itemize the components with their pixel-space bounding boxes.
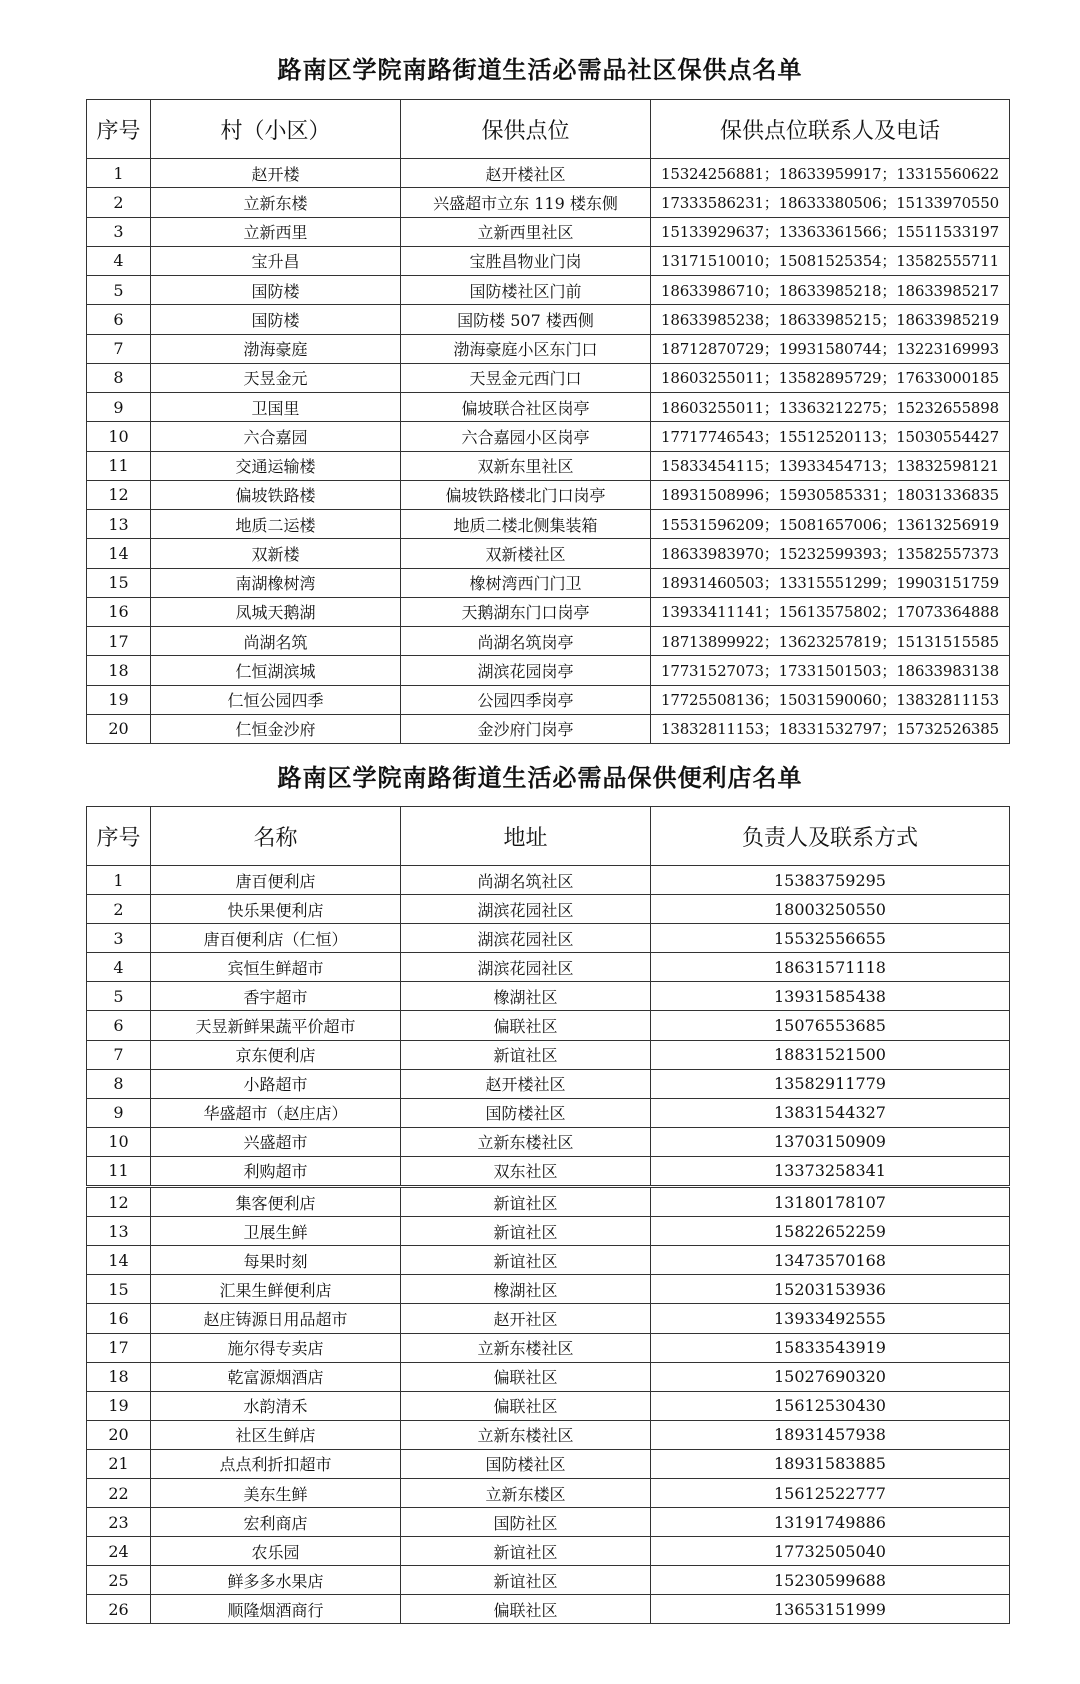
serial-cell: 17 — [87, 627, 151, 656]
store-name-cell: 宾恒生鲜超市 — [151, 953, 401, 982]
serial-cell: 14 — [87, 1246, 151, 1275]
serial-cell: 11 — [87, 1156, 151, 1186]
table-row — [87, 1156, 1010, 1186]
address-cell: 偏联社区 — [401, 1362, 651, 1391]
header-store-name: 名称 — [151, 807, 401, 866]
table-row — [87, 246, 1010, 275]
contact-cell: 15027690320 — [651, 1362, 1010, 1391]
contact-cell: 18003250550 — [651, 895, 1010, 924]
village-cell: 立新西里 — [151, 217, 401, 246]
contact-cell: 13831544327 — [651, 1098, 1010, 1127]
serial-cell: 20 — [87, 714, 151, 743]
supply-point-cell: 六合嘉园小区岗亭 — [401, 422, 651, 451]
village-cell: 立新东楼 — [151, 188, 401, 217]
address-cell: 湖滨花园社区 — [401, 924, 651, 953]
store-name-cell: 天昱新鲜果蔬平价超市 — [151, 1011, 401, 1040]
supply-point-cell: 国防楼社区门前 — [401, 276, 651, 305]
table-row — [87, 895, 1010, 924]
serial-cell: 2 — [87, 188, 151, 217]
contacts-cell: 15833454115；13933454713；13832598121 — [651, 451, 1010, 480]
store-name-cell: 赵庄铸源日用品超市 — [151, 1304, 401, 1333]
village-cell: 国防楼 — [151, 305, 401, 334]
serial-cell: 3 — [87, 217, 151, 246]
address-cell: 立新东楼社区 — [401, 1420, 651, 1449]
serial-cell: 9 — [87, 1098, 151, 1127]
table-row — [87, 510, 1010, 539]
supply-point-cell: 偏坡联合社区岗亭 — [401, 393, 651, 422]
supply-point-cell: 赵开楼社区 — [401, 159, 651, 188]
store-name-cell: 宏利商店 — [151, 1508, 401, 1537]
serial-cell: 16 — [87, 1304, 151, 1333]
header-village: 村（小区） — [151, 100, 401, 159]
contacts-cell: 18712870729；19931580744；13223169993 — [651, 334, 1010, 363]
address-cell: 橡湖社区 — [401, 982, 651, 1011]
contacts-cell: 18603255011；13582895729；17633000185 — [651, 363, 1010, 392]
serial-cell: 3 — [87, 924, 151, 953]
table-row — [87, 597, 1010, 626]
serial-cell: 17 — [87, 1333, 151, 1362]
table-row — [87, 924, 1010, 953]
contact-cell: 13703150909 — [651, 1127, 1010, 1156]
serial-cell: 26 — [87, 1595, 151, 1624]
serial-cell: 20 — [87, 1420, 151, 1449]
serial-cell: 8 — [87, 1069, 151, 1098]
store-name-cell: 香宇超市 — [151, 982, 401, 1011]
supply-point-cell: 橡树湾西门门卫 — [401, 568, 651, 597]
table-row — [87, 276, 1010, 305]
table-row — [87, 422, 1010, 451]
table-row — [87, 1362, 1010, 1391]
address-cell: 新谊社区 — [401, 1187, 651, 1217]
store-name-cell: 鲜多多水果店 — [151, 1566, 401, 1595]
header-serial: 序号 — [87, 807, 151, 866]
serial-cell: 6 — [87, 1011, 151, 1040]
table-row — [87, 305, 1010, 334]
table-row — [87, 1217, 1010, 1246]
village-cell: 双新楼 — [151, 539, 401, 568]
contact-cell: 15383759295 — [651, 866, 1010, 895]
header-contacts: 保供点位联系人及电话 — [651, 100, 1010, 159]
table-row — [87, 685, 1010, 714]
table-row — [87, 627, 1010, 656]
contact-cell: 15833543919 — [651, 1333, 1010, 1362]
table-a-title: 路南区学院南路街道生活必需品社区保供点名单 — [277, 56, 803, 84]
serial-cell: 19 — [87, 1391, 151, 1420]
supply-points-table — [86, 99, 1010, 744]
contacts-cell: 18633985238；18633985215；18633985219 — [651, 305, 1010, 334]
store-name-cell: 水韵清禾 — [151, 1391, 401, 1420]
contacts-cell: 15324256881；18633959917；13315560622 — [651, 159, 1010, 188]
store-name-cell: 唐百便利店 — [151, 866, 401, 895]
supply-point-cell: 双新楼社区 — [401, 539, 651, 568]
village-cell: 凤城天鹅湖 — [151, 597, 401, 626]
contacts-cell: 18603255011；13363212275；15232655898 — [651, 393, 1010, 422]
table-b-title: 路南区学院南路街道生活必需品保供便利店名单 — [277, 764, 803, 792]
table-row — [87, 1391, 1010, 1420]
table-row — [87, 866, 1010, 895]
table-row — [87, 1246, 1010, 1275]
table-row — [87, 1069, 1010, 1098]
contacts-cell: 17725508136；15031590060；13832811153 — [651, 685, 1010, 714]
village-cell: 宝升昌 — [151, 246, 401, 275]
serial-cell: 21 — [87, 1449, 151, 1478]
supply-point-cell: 地质二楼北侧集装箱 — [401, 510, 651, 539]
serial-cell: 4 — [87, 246, 151, 275]
table-row — [87, 1127, 1010, 1156]
table-row — [87, 656, 1010, 685]
contact-cell: 18831521500 — [651, 1040, 1010, 1069]
address-cell: 双东社区 — [401, 1156, 651, 1186]
contact-cell: 15612530430 — [651, 1391, 1010, 1420]
table-row — [87, 1537, 1010, 1566]
table-row — [87, 714, 1010, 743]
address-cell: 国防楼社区 — [401, 1449, 651, 1478]
serial-cell: 25 — [87, 1566, 151, 1595]
contact-cell: 15230599688 — [651, 1566, 1010, 1595]
store-name-cell: 京东便利店 — [151, 1040, 401, 1069]
supply-point-cell: 国防楼 507 楼西侧 — [401, 305, 651, 334]
address-cell: 尚湖名筑社区 — [401, 866, 651, 895]
village-cell: 渤海豪庭 — [151, 334, 401, 363]
store-name-cell: 社区生鲜店 — [151, 1420, 401, 1449]
address-cell: 新谊社区 — [401, 1537, 651, 1566]
serial-cell: 13 — [87, 510, 151, 539]
contacts-cell: 18633983970；15232599393；13582557373 — [651, 539, 1010, 568]
serial-cell: 22 — [87, 1478, 151, 1507]
contacts-cell: 17333586231；18633380506；15133970550 — [651, 188, 1010, 217]
serial-cell: 1 — [87, 159, 151, 188]
supply-point-cell: 金沙府门岗亭 — [401, 714, 651, 743]
store-name-cell: 施尔得专卖店 — [151, 1333, 401, 1362]
table-header-row — [87, 807, 1010, 866]
store-name-cell: 集客便利店 — [151, 1187, 401, 1217]
table-row — [87, 953, 1010, 982]
serial-cell: 23 — [87, 1508, 151, 1537]
village-cell: 尚湖名筑 — [151, 627, 401, 656]
serial-cell: 15 — [87, 1275, 151, 1304]
table-row — [87, 217, 1010, 246]
serial-cell: 10 — [87, 422, 151, 451]
address-cell: 立新东楼社区 — [401, 1333, 651, 1362]
contact-cell: 15612522777 — [651, 1478, 1010, 1507]
contacts-cell: 18931460503；13315551299；19903151759 — [651, 568, 1010, 597]
serial-cell: 18 — [87, 1362, 151, 1391]
store-name-cell: 快乐果便利店 — [151, 895, 401, 924]
contact-cell: 13373258341 — [651, 1156, 1010, 1186]
supply-point-cell: 天昱金元西门口 — [401, 363, 651, 392]
address-cell: 偏联社区 — [401, 1595, 651, 1624]
store-name-cell: 美东生鲜 — [151, 1478, 401, 1507]
table-header-row — [87, 100, 1010, 159]
address-cell: 新谊社区 — [401, 1040, 651, 1069]
contacts-cell: 13171510010；15081525354；13582555711 — [651, 246, 1010, 275]
serial-cell: 6 — [87, 305, 151, 334]
contacts-cell: 18633986710；18633985218；18633985217 — [651, 276, 1010, 305]
village-cell: 赵开楼 — [151, 159, 401, 188]
contact-cell: 13933492555 — [651, 1304, 1010, 1333]
serial-cell: 9 — [87, 393, 151, 422]
contact-cell: 13931585438 — [651, 982, 1010, 1011]
supply-point-cell: 宝胜昌物业门岗 — [401, 246, 651, 275]
store-name-cell: 兴盛超市 — [151, 1127, 401, 1156]
supply-point-cell: 湖滨花园岗亭 — [401, 656, 651, 685]
village-cell: 地质二运楼 — [151, 510, 401, 539]
store-name-cell: 小路超市 — [151, 1069, 401, 1098]
table-row — [87, 1508, 1010, 1537]
contact-cell: 18631571118 — [651, 953, 1010, 982]
header-contact: 负责人及联系方式 — [651, 807, 1010, 866]
serial-cell: 1 — [87, 866, 151, 895]
table-row — [87, 1566, 1010, 1595]
supply-point-cell: 渤海豪庭小区东门口 — [401, 334, 651, 363]
table-row — [87, 539, 1010, 568]
table-row — [87, 1333, 1010, 1362]
address-cell: 新谊社区 — [401, 1246, 651, 1275]
store-name-cell: 利购超市 — [151, 1156, 401, 1186]
table-row — [87, 1275, 1010, 1304]
store-name-cell: 乾富源烟酒店 — [151, 1362, 401, 1391]
address-cell: 新谊社区 — [401, 1566, 651, 1595]
table-row — [87, 188, 1010, 217]
store-name-cell: 顺隆烟酒商行 — [151, 1595, 401, 1624]
supply-point-cell: 天鹅湖东门口岗亭 — [401, 597, 651, 626]
store-name-cell: 汇果生鲜便利店 — [151, 1275, 401, 1304]
address-cell: 赵开社区 — [401, 1304, 651, 1333]
store-name-cell: 华盛超市（赵庄店） — [151, 1098, 401, 1127]
table-row — [87, 982, 1010, 1011]
contact-cell: 18931457938 — [651, 1420, 1010, 1449]
contacts-cell: 17731527073；17331501503；18633983138 — [651, 656, 1010, 685]
address-cell: 湖滨花园社区 — [401, 953, 651, 982]
village-cell: 仁恒金沙府 — [151, 714, 401, 743]
address-cell: 偏联社区 — [401, 1011, 651, 1040]
serial-cell: 4 — [87, 953, 151, 982]
serial-cell: 18 — [87, 656, 151, 685]
contacts-cell: 13933411141；15613575802；17073364888 — [651, 597, 1010, 626]
table-row — [87, 568, 1010, 597]
contact-cell: 15532556655 — [651, 924, 1010, 953]
table-row — [87, 393, 1010, 422]
contact-cell: 13180178107 — [651, 1187, 1010, 1217]
table-row — [87, 334, 1010, 363]
table-row — [87, 1478, 1010, 1507]
serial-cell: 5 — [87, 982, 151, 1011]
serial-cell: 19 — [87, 685, 151, 714]
supply-point-cell: 公园四季岗亭 — [401, 685, 651, 714]
table-row — [87, 1098, 1010, 1127]
serial-cell: 2 — [87, 895, 151, 924]
village-cell: 六合嘉园 — [151, 422, 401, 451]
table-row — [87, 480, 1010, 509]
serial-cell: 24 — [87, 1537, 151, 1566]
contacts-cell: 18931508996；15930585331；18031336835 — [651, 480, 1010, 509]
serial-cell: 15 — [87, 568, 151, 597]
contact-cell: 15076553685 — [651, 1011, 1010, 1040]
supply-point-cell: 双新东里社区 — [401, 451, 651, 480]
table-row — [87, 1040, 1010, 1069]
address-cell: 国防社区 — [401, 1508, 651, 1537]
contacts-cell: 13832811153；18331532797；15732526385 — [651, 714, 1010, 743]
serial-cell: 13 — [87, 1217, 151, 1246]
village-cell: 天昱金元 — [151, 363, 401, 392]
serial-cell: 7 — [87, 334, 151, 363]
supply-point-cell: 兴盛超市立东 119 楼东侧 — [401, 188, 651, 217]
serial-cell: 11 — [87, 451, 151, 480]
serial-cell: 14 — [87, 539, 151, 568]
address-cell: 橡湖社区 — [401, 1275, 651, 1304]
store-name-cell: 卫展生鲜 — [151, 1217, 401, 1246]
contacts-cell: 18713899922；13623257819；15131515585 — [651, 627, 1010, 656]
table-row — [87, 1304, 1010, 1333]
contact-cell: 13582911779 — [651, 1069, 1010, 1098]
convenience-stores-table — [86, 806, 1010, 1624]
contact-cell: 17732505040 — [651, 1537, 1010, 1566]
contact-cell: 13653151999 — [651, 1595, 1010, 1624]
address-cell: 立新东楼社区 — [401, 1127, 651, 1156]
address-cell: 立新东楼区 — [401, 1478, 651, 1507]
village-cell: 仁恒湖滨城 — [151, 656, 401, 685]
store-name-cell: 农乐园 — [151, 1537, 401, 1566]
village-cell: 国防楼 — [151, 276, 401, 305]
header-address: 地址 — [401, 807, 651, 866]
table-row — [87, 159, 1010, 188]
table-row — [87, 451, 1010, 480]
village-cell: 卫国里 — [151, 393, 401, 422]
address-cell: 赵开楼社区 — [401, 1069, 651, 1098]
table-row — [87, 1595, 1010, 1624]
serial-cell: 12 — [87, 1187, 151, 1217]
village-cell: 交通运输楼 — [151, 451, 401, 480]
table-row — [87, 1187, 1010, 1217]
table-row — [87, 363, 1010, 392]
store-name-cell: 点点利折扣超市 — [151, 1449, 401, 1478]
address-cell: 偏联社区 — [401, 1391, 651, 1420]
serial-cell: 7 — [87, 1040, 151, 1069]
serial-cell: 10 — [87, 1127, 151, 1156]
address-cell: 新谊社区 — [401, 1217, 651, 1246]
store-name-cell: 唐百便利店（仁恒） — [151, 924, 401, 953]
contact-cell: 13191749886 — [651, 1508, 1010, 1537]
village-cell: 偏坡铁路楼 — [151, 480, 401, 509]
village-cell: 南湖橡树湾 — [151, 568, 401, 597]
store-name-cell: 每果时刻 — [151, 1246, 401, 1275]
header-supply-point: 保供点位 — [401, 100, 651, 159]
contacts-cell: 17717746543；15512520113；15030554427 — [651, 422, 1010, 451]
supply-point-cell: 尚湖名筑岗亭 — [401, 627, 651, 656]
contact-cell: 15822652259 — [651, 1217, 1010, 1246]
table-row — [87, 1449, 1010, 1478]
header-serial: 序号 — [87, 100, 151, 159]
contacts-cell: 15531596209；15081657006；13613256919 — [651, 510, 1010, 539]
serial-cell: 16 — [87, 597, 151, 626]
serial-cell: 5 — [87, 276, 151, 305]
supply-point-cell: 立新西里社区 — [401, 217, 651, 246]
village-cell: 仁恒公园四季 — [151, 685, 401, 714]
contact-cell: 13473570168 — [651, 1246, 1010, 1275]
serial-cell: 12 — [87, 480, 151, 509]
table-row — [87, 1011, 1010, 1040]
serial-cell: 8 — [87, 363, 151, 392]
address-cell: 国防楼社区 — [401, 1098, 651, 1127]
supply-point-cell: 偏坡铁路楼北门口岗亭 — [401, 480, 651, 509]
table-row — [87, 1420, 1010, 1449]
address-cell: 湖滨花园社区 — [401, 895, 651, 924]
contacts-cell: 15133929637；13363361566；15511533197 — [651, 217, 1010, 246]
contact-cell: 15203153936 — [651, 1275, 1010, 1304]
contact-cell: 18931583885 — [651, 1449, 1010, 1478]
